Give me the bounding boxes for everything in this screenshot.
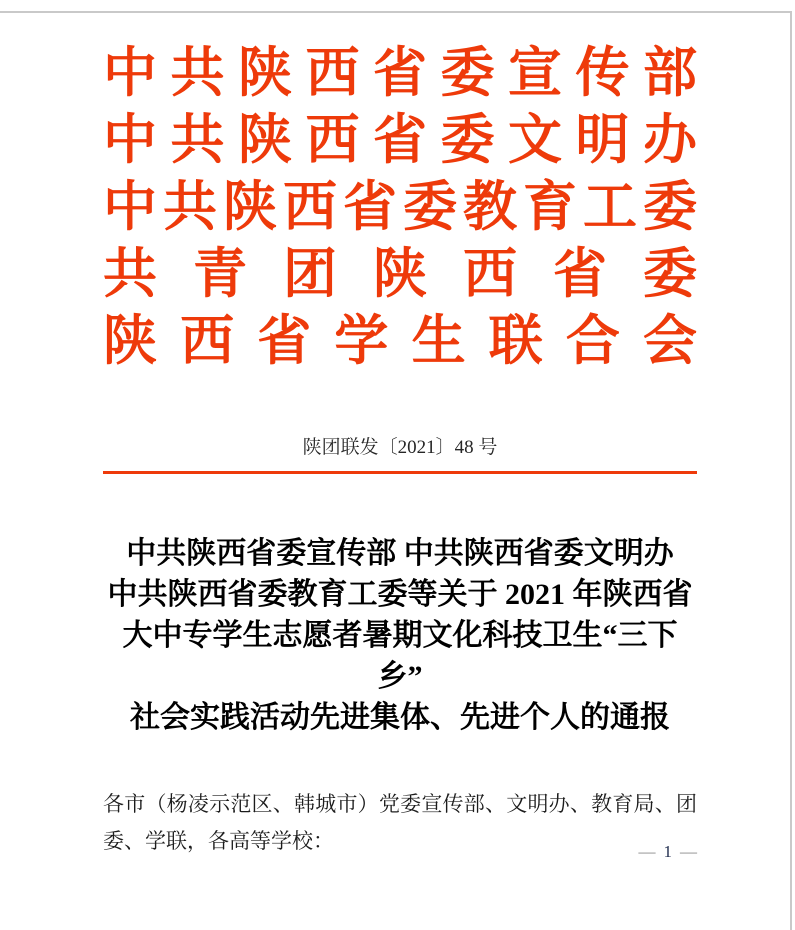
- letterhead-org-line-5: 陕 西 省 学 生 联 合 会: [103, 311, 697, 371]
- document-title: [103, 533, 697, 738]
- title-line-4: 社会实践活动先进集体、先进个人的通报: [130, 701, 670, 734]
- document-body: [103, 786, 697, 860]
- page-number: [639, 842, 698, 862]
- body-line-1: 各市（杨凌示范区、韩城市）党委宣传部、文明办、教育局、团: [103, 792, 697, 816]
- document-number: 陕团联发〔2021〕48 号: [302, 437, 498, 458]
- letterhead-org-line-1: 中 共 陕 西 省 委 宣 传 部: [103, 43, 697, 103]
- red-divider-rule: [103, 471, 697, 474]
- body-line-2: 委、学联，各高等学校：: [103, 829, 334, 853]
- document-content: [103, 0, 697, 860]
- title-line-3: 大中专学生志愿者暑期文化科技卫生“三下乡”: [122, 619, 678, 693]
- letterhead-org-line-3: 中 共 陕 西 省 委 教 育 工 委: [103, 177, 697, 237]
- title-line-1: 中共陕西省委宣传部 中共陕西省委文明办: [126, 537, 674, 570]
- page-number-dash-left: —: [638, 842, 656, 861]
- page-number-dash-right: —: [680, 842, 697, 861]
- title-line-2: 中共陕西省委教育工委等关于 2021 年陕西省: [107, 578, 693, 611]
- red-letterhead: [103, 40, 697, 375]
- page-number-value: 1: [663, 842, 672, 861]
- page-edge-right-line: [790, 11, 792, 930]
- letterhead-org-line-4: 共 青 团 陕 西 省 委: [103, 244, 697, 304]
- letterhead-org-line-2: 中 共 陕 西 省 委 文 明 办: [103, 110, 697, 170]
